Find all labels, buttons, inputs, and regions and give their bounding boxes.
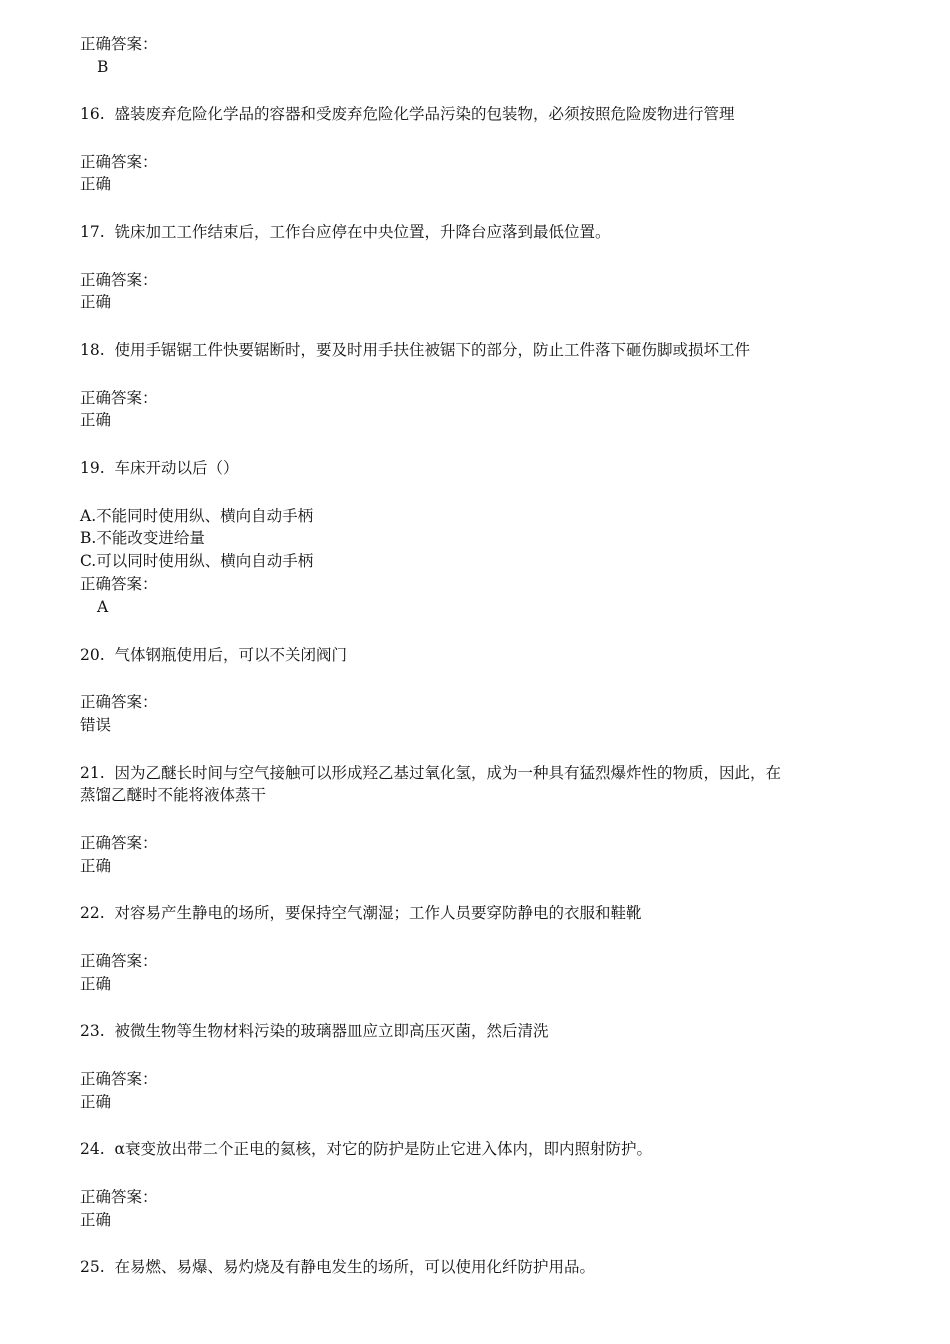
answer-value: B [97, 58, 109, 76]
answer-value: 正确 [80, 1093, 112, 1111]
answer-value: 正确 [80, 411, 112, 429]
question-number: 17. [80, 223, 105, 241]
question-text: 对容易产生静电的场所，要保持空气潮湿；工作人员要穿防静电的衣服和鞋靴 [114, 904, 642, 922]
question-text: 因为乙醚长时间与空气接触可以形成羟乙基过氧化氢，成为一种具有猛烈爆炸性的物质，因此，在 [114, 764, 782, 782]
answer-value: 正确 [80, 175, 112, 193]
answer-label: 正确答案： [80, 35, 158, 53]
question-text: 铣床加工工作结束后，工作台应停在中央位置，升降台应落到最低位置。 [114, 223, 611, 241]
question-24 [80, 1138, 880, 1160]
answer-value: 正确 [80, 857, 112, 875]
answer-value: A [97, 598, 109, 616]
option-b: B.不能改变进给量 [80, 529, 205, 547]
question-21-continuation: 蒸馏乙醚时不能将液体蒸干 [80, 786, 267, 804]
answer-label: 正确答案： [80, 575, 158, 593]
question-text: 在易燃、易爆、易灼烧及有静电发生的场所，可以使用化纤防护用品。 [114, 1258, 596, 1276]
answer-value: 正确 [80, 293, 112, 311]
question-23 [80, 1020, 880, 1042]
question-number: 25. [80, 1258, 105, 1276]
question-19 [80, 457, 880, 479]
answer-label: 正确答案： [80, 271, 158, 289]
question-number: 22. [80, 904, 105, 922]
question-number: 21. [80, 764, 105, 782]
option-c: C.可以同时使用纵、横向自动手柄 [80, 552, 314, 570]
answer-value: 正确 [80, 975, 112, 993]
question-text: 盛装废弃危险化学品的容器和受废弃危险化学品污染的包装物，必须按照危险废物进行管理 [114, 105, 735, 123]
question-number: 18. [80, 341, 105, 359]
question-number: 19. [80, 459, 105, 477]
question-17 [80, 221, 880, 243]
question-22 [80, 902, 880, 924]
question-number: 24. [80, 1140, 105, 1158]
question-20 [80, 644, 880, 666]
question-number: 20. [80, 646, 105, 664]
question-text: 车床开动以后（） [114, 459, 239, 477]
question-21 [80, 762, 880, 784]
question-16 [80, 103, 880, 125]
answer-label: 正确答案： [80, 1070, 158, 1088]
answer-value: 正确 [80, 1211, 112, 1229]
question-18 [80, 339, 880, 361]
answer-label: 正确答案： [80, 1188, 158, 1206]
answer-label: 正确答案： [80, 153, 158, 171]
question-number: 23. [80, 1022, 105, 1040]
question-text: 气体钢瓶使用后，可以不关闭阀门 [114, 646, 348, 664]
question-text: α衰变放出带二个正电的氦核，对它的防护是防止它进入体内，即内照射防护。 [114, 1140, 652, 1158]
question-number: 16. [80, 105, 105, 123]
question-25 [80, 1256, 880, 1278]
answer-label: 正确答案： [80, 693, 158, 711]
answer-label: 正确答案： [80, 952, 158, 970]
answer-label: 正确答案： [80, 389, 158, 407]
question-text: 被微生物等生物材料污染的玻璃器皿应立即高压灭菌，然后清洗 [114, 1022, 549, 1040]
option-a: A.不能同时使用纵、横向自动手柄 [80, 507, 314, 525]
answer-value: 错误 [80, 716, 112, 734]
answer-label: 正确答案： [80, 834, 158, 852]
question-text: 使用手锯锯工件快要锯断时，要及时用手扶住被锯下的部分，防止工件落下砸伤脚或损坏工件 [114, 341, 751, 359]
